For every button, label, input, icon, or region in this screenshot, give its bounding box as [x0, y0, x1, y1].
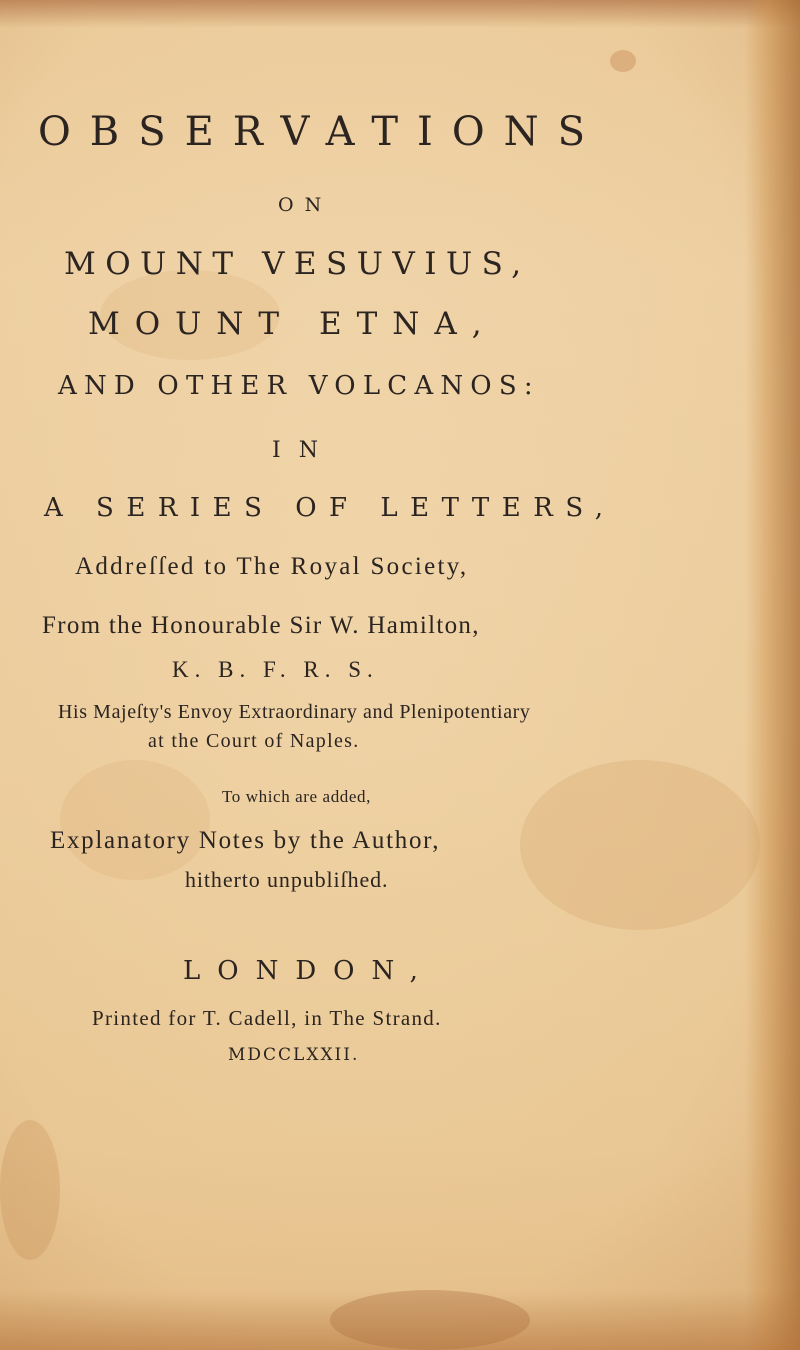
author-honours: K. B. F. R. S. [172, 657, 379, 682]
author-line: From the Honourable Sir W. Hamilton, [42, 612, 480, 639]
series-of-letters: A SERIES OF LETTERS, [44, 493, 616, 523]
title-observations: OBSERVATIONS [38, 109, 605, 155]
title-on: ON [278, 194, 333, 216]
page-right-edge-stain [745, 0, 800, 1350]
title-in: IN [272, 438, 336, 463]
page-top-edge-stain [0, 0, 800, 28]
addressed-to-royal-society: Addreſſed to The Royal Society, [75, 553, 469, 580]
foxing-spot [0, 1120, 60, 1260]
foxing-spot [60, 760, 210, 880]
to-which-are-added: To which are added, [222, 787, 371, 806]
author-office: His Majeſty's Envoy Extraordinary and Plenipotentiary [58, 701, 531, 723]
hitherto-unpublished: hitherto unpubliſhed. [185, 867, 389, 892]
subject-mount-vesuvius: MOUNT VESUVIUS, [64, 246, 531, 282]
subject-other-volcanos: AND OTHER VOLCANOS: [58, 371, 540, 401]
imprint-printer: Printed for T. Cadell, in The Strand. [92, 1006, 442, 1030]
court-of-naples: at the Court of Naples. [148, 730, 360, 752]
subject-mount-etna: MOUNT ETNA, [88, 306, 497, 342]
explanatory-notes: Explanatory Notes by the Author, [50, 827, 441, 854]
foxing-spot [610, 50, 636, 72]
imprint-london: LONDON, [183, 956, 435, 986]
imprint-year: MDCCLXXII. [228, 1045, 360, 1065]
page-bottom-edge-stain [0, 1290, 800, 1350]
